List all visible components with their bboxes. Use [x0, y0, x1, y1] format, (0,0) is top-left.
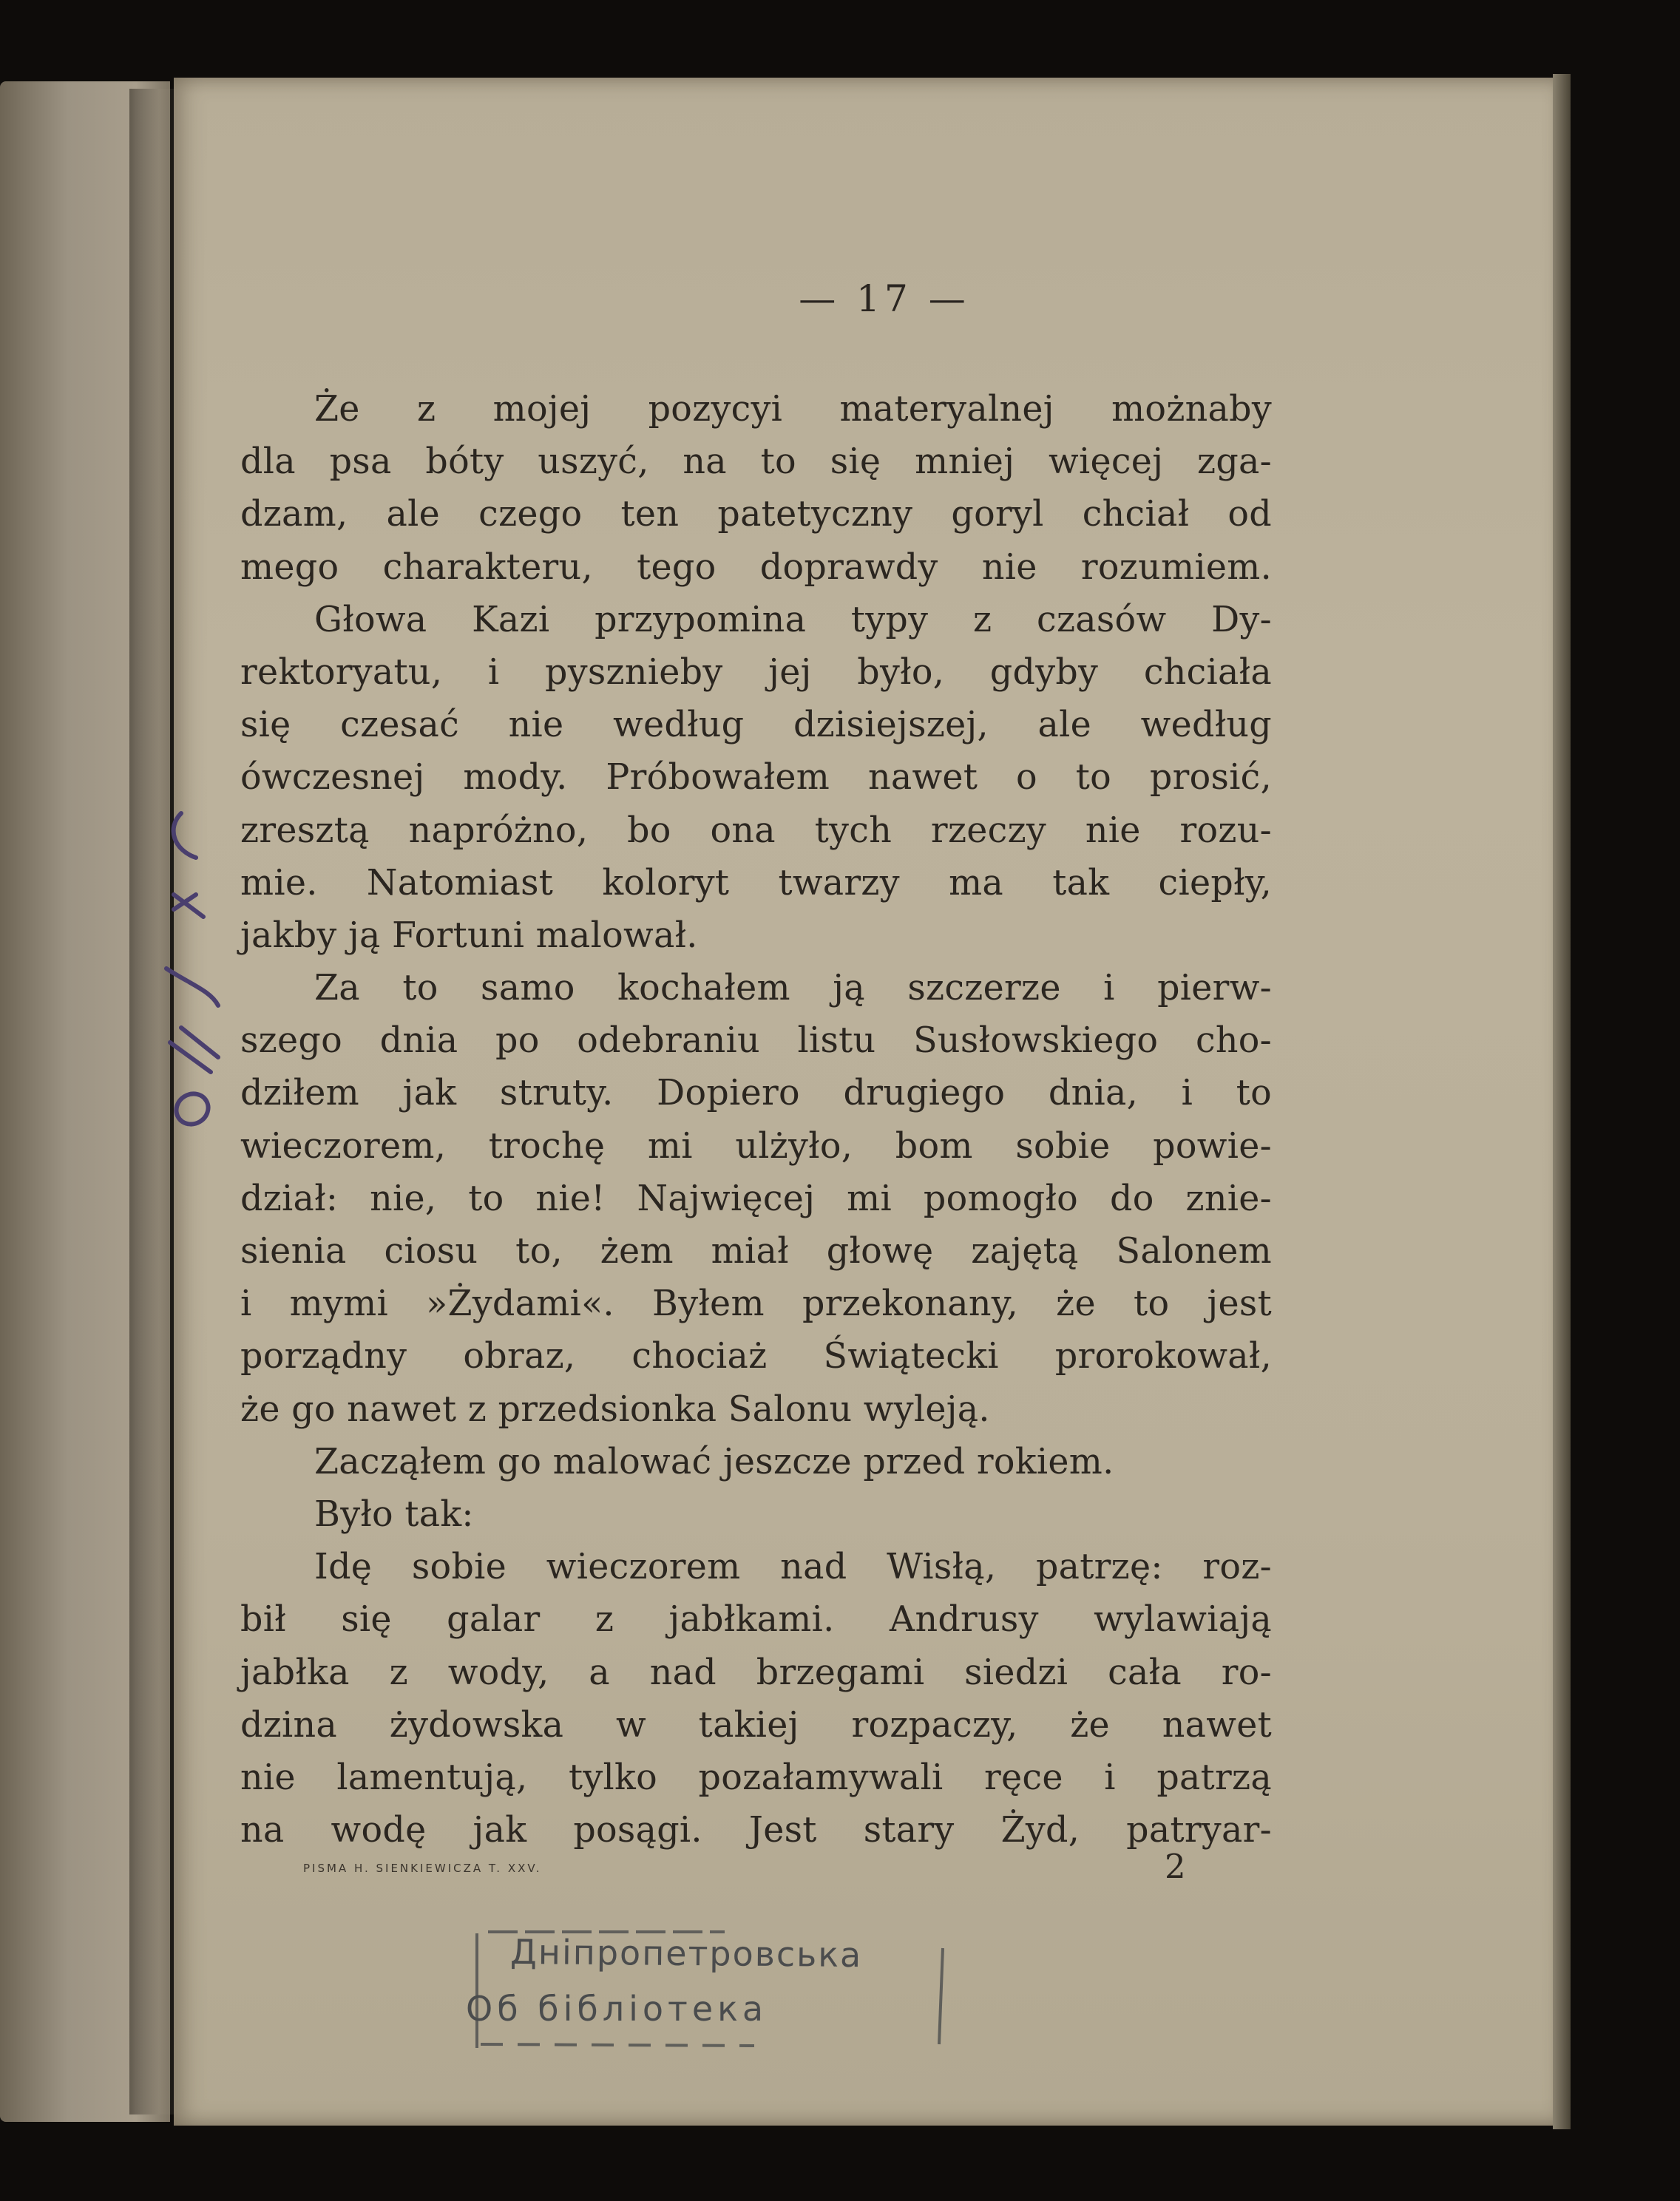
text-line: Było tak:: [314, 1493, 474, 1535]
text-line: dział: nie, to nie! Najwięcej mi pomogło do znie-: [240, 1178, 1272, 1219]
text-line: nie lamentują, tylko pozałamywali ręce i patrzą: [240, 1757, 1272, 1798]
library-stamp: [458, 1926, 961, 2052]
text-line: wieczorem, trochę mi ulżyło, bom sobie powie-: [240, 1125, 1272, 1167]
text-line: rektoryatu, i pysznieby jej było, gdyby chciała: [240, 651, 1272, 693]
text-line: zresztą napróżno, bo ona tych rzeczy nie rozu-: [240, 810, 1272, 851]
text-line: Że z mojej pozycyi materyalnej możnaby: [314, 389, 1272, 430]
text-line: mie. Natomiast koloryt twarzy ma tak ciepły,: [240, 862, 1272, 903]
text-line: i mymi »Żydami«. Byłem przekonany, że to jest: [240, 1283, 1272, 1325]
text-line: Za to samo kochałem ją szczerze i pierw-: [314, 968, 1272, 1009]
text-line: ówczesnej mody. Próbowałem nawet o to prosić,: [240, 757, 1272, 798]
stamp-text-top: Днiпропетровська: [509, 1931, 863, 1976]
text-line: sienia ciosu to, żem miał głowę zajętą Salonem: [240, 1231, 1272, 1272]
text-line: bił się galar z jabłkami. Andrusy wylawiają: [240, 1599, 1272, 1641]
text-line: mego charakteru, tego doprawdy nie rozumiem.: [240, 546, 1272, 588]
text-line: dzam, ale czego ten patetyczny goryl chciał od: [240, 494, 1272, 535]
text-line: na wodę jak posągi. Jest stary Żyd, patryar-: [240, 1810, 1272, 1851]
text-line: dzina żydowska w takiej rozpaczy, że nawet: [240, 1704, 1272, 1746]
text-line: Głowa Kazi przypomina typy z czasów Dy-: [314, 599, 1272, 640]
page-right-edge: [1553, 74, 1571, 2129]
text-line: jakby ją Fortuni malował.: [240, 915, 698, 956]
text-line: się czesać nie według dzisiejszej, ale według: [240, 705, 1272, 746]
text-line: Zacząłem go malować jeszcze przed rokiem.: [314, 1441, 1114, 1482]
text-line: jabłka z wody, a nad brzegami siedzi cała ro-: [240, 1652, 1272, 1693]
text-line: Idę sobie wieczorem nad Wisłą, patrzę: roz-: [314, 1547, 1272, 1588]
text-line: porządny obraz, chociaż Świątecki prorokował,: [240, 1336, 1272, 1377]
page-number: — 17 —: [799, 277, 970, 320]
text-line: szego dnia po odebraniu listu Susłowskiego cho-: [240, 1020, 1272, 1062]
text-line: dla psa bóty uszyć, na to się mniej więcej zga-: [240, 441, 1272, 483]
page-footer: [303, 1847, 1190, 1886]
text-line: że go nawet z przedsionka Salonu wyleją.: [240, 1388, 990, 1430]
footer-sheet-number: 2: [1165, 1847, 1186, 1886]
body-text: [240, 383, 1272, 1856]
text-line: dziłem jak struty. Dopiero drugiego dnia, i to: [240, 1073, 1272, 1114]
stamp-text-bottom: Об бiблiотека: [466, 1989, 768, 2029]
handwritten-margin-mark: [152, 798, 240, 1139]
footer-signature: PISMA H. SIENKIEWICZA T. XXV.: [303, 1862, 542, 1875]
